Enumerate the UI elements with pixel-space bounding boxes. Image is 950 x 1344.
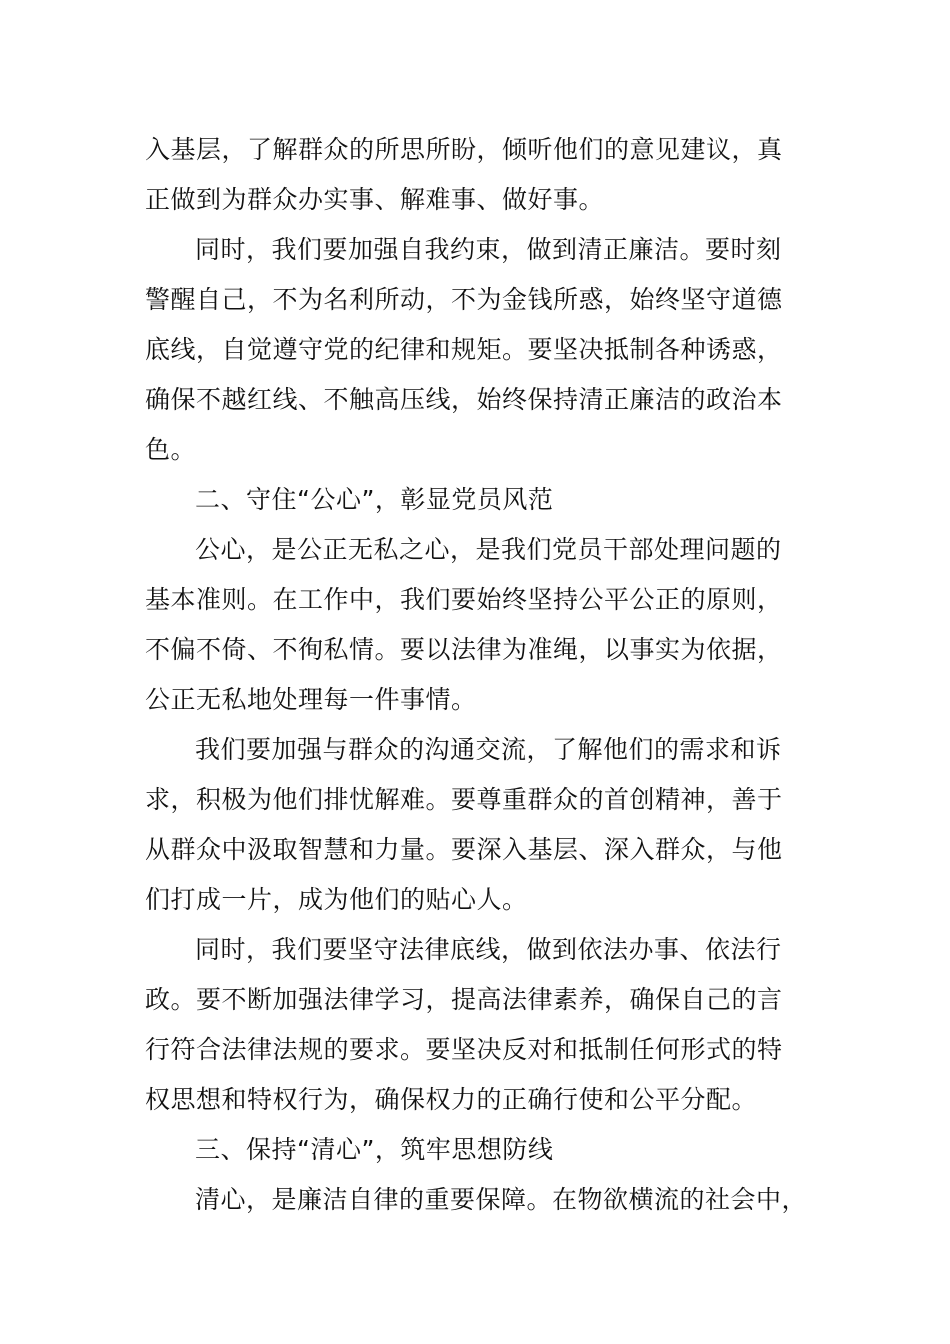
text-line: 从群众中汲取智慧和力量。要深入基层、深入群众，与他	[145, 835, 783, 864]
text-line: 确保不越红线、不触高压线，始终保持清正廉洁的政治本	[145, 385, 783, 414]
text-line: 不偏不倚、不徇私情。要以法律为准绳，以事实为依据，	[145, 635, 783, 664]
text-line: 求，积极为他们排忧解难。要尊重群众的首创精神，善于	[145, 785, 783, 814]
paragraph-start-line: 我们要加强与群众的沟通交流，了解他们的需求和诉	[195, 735, 782, 764]
section-heading: 二、守住“公心”，彰显党员风范	[195, 485, 554, 514]
text-line: 公正无私地处理每一件事情。	[145, 685, 477, 714]
text-line: 政。要不断加强法律学习，提高法律素养，确保自己的言	[145, 985, 783, 1014]
section-heading: 三、保持“清心”，筑牢思想防线	[195, 1135, 554, 1164]
paragraph-start-line: 同时，我们要加强自我约束，做到清正廉洁。要时刻	[195, 235, 782, 264]
text-line: 色。	[145, 435, 197, 464]
text-line: 权思想和特权行为，确保权力的正确行使和公平分配。	[145, 1085, 758, 1114]
paragraph-start-line: 同时，我们要坚守法律底线，做到依法办事、依法行	[195, 935, 782, 964]
paragraph-start-line: 公心，是公正无私之心，是我们党员干部处理问题的	[195, 535, 782, 564]
text-line: 行符合法律法规的要求。要坚决反对和抵制任何形式的特	[145, 1035, 783, 1064]
text-line: 底线，自觉遵守党的纪律和规矩。要坚决抵制各种诱惑，	[145, 335, 783, 364]
text-line: 正做到为群众办实事、解难事、做好事。	[145, 185, 605, 214]
text-line: 基本准则。在工作中，我们要始终坚持公平公正的原则，	[145, 585, 783, 614]
paragraph-start-line: 清心，是廉洁自律的重要保障。在物欲横流的社会中，	[195, 1185, 808, 1214]
text-line: 入基层，了解群众的所思所盼，倾听他们的意见建议，真	[145, 135, 783, 164]
text-line: 警醒自己，不为名利所动，不为金钱所惑，始终坚守道德	[145, 285, 783, 314]
text-line: 们打成一片，成为他们的贴心人。	[145, 885, 528, 914]
